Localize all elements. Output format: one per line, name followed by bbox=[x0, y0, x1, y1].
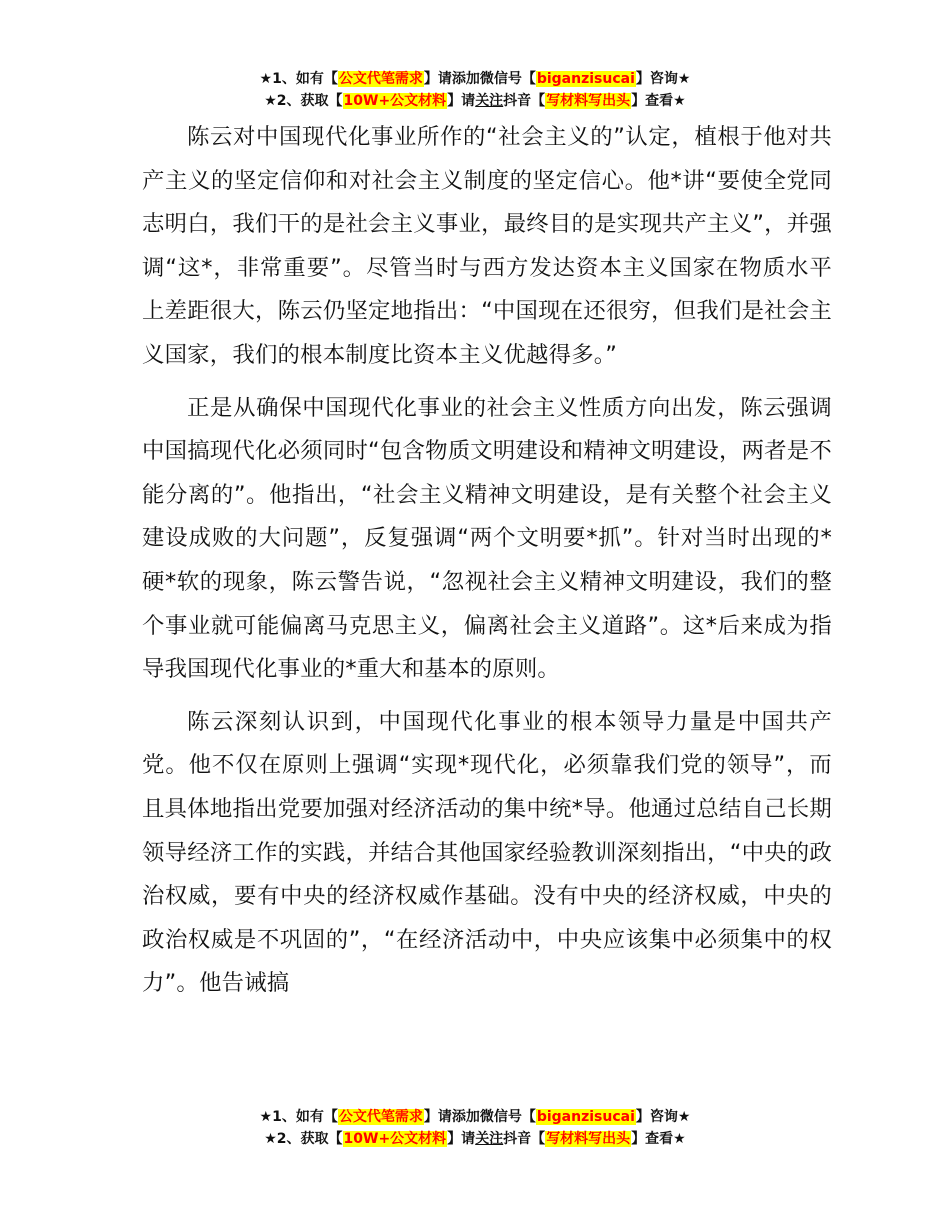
paragraph-1: 陈云对中国现代化事业所作的“社会主义的”认定，植根于他对共产主义的坚定信仰和对社会主义制度的坚定信心。他*讲“要使全党同志明白，我们干的是社会主义事业，最终目的是实现共产主义”，并强调“这*，非常重要”。尽管当时与西方发达资本主义国家在物质水平上差距很大，陈云仍坚定地指出：“中国现在还很穷，但我们是社会主义国家，我们的根本制度比资本主义优越得多。” bbox=[142, 124, 832, 368]
highlight-wechat-id: biganzisucai bbox=[536, 71, 635, 87]
paragraph-2: 正是从确保中国现代化事业的社会主义性质方向出发，陈云强调中国搞现代化必须同时“包含物质文明建设和精神文明建设，两者是不能分离的”。他指出，“社会主义精神文明建设，是有关整个社会主义建设成败的大问题”，反复强调“两个文明要*抓”。针对当时出现的*硬*软的现象，陈云警告说，“忽视社会主义精神文明建设，我们的整个事业就可能偏离马克思主义，偏离社会主义道路”。这*后来成为指导我国现代化事业的*重大和基本的原则。 bbox=[142, 394, 832, 683]
highlight-service: 公文代笔需求 bbox=[338, 1109, 423, 1125]
banner-line-1: ★1、如有【公文代笔需求】请添加微信号【biganzisucai】咨询★ bbox=[259, 71, 691, 87]
highlight-service: 公文代笔需求 bbox=[338, 71, 423, 87]
top-promo-banner bbox=[0, 68, 950, 112]
highlight-materials: 10W+公文材料 bbox=[343, 93, 447, 109]
highlight-wechat-id: biganzisucai bbox=[536, 1109, 635, 1125]
banner-line-2: ★2、获取【10W+公文材料】请关注抖音【写材料写出头】查看★ bbox=[264, 93, 686, 109]
highlight-douyin: 写材料写出头 bbox=[546, 93, 631, 109]
bottom-promo-banner bbox=[0, 1106, 950, 1150]
banner-line-1: ★1、如有【公文代笔需求】请添加微信号【biganzisucai】咨询★ bbox=[259, 1109, 691, 1125]
highlight-materials: 10W+公文材料 bbox=[343, 1131, 447, 1147]
highlight-douyin: 写材料写出头 bbox=[546, 1131, 631, 1147]
banner-line-2: ★2、获取【10W+公文材料】请关注抖音【写材料写出头】查看★ bbox=[264, 1131, 686, 1147]
paragraph-3: 陈云深刻认识到，中国现代化事业的根本领导力量是中国共产党。他不仅在原则上强调“实现*现代化，必须靠我们党的领导”，而且具体地指出党要加强对经济活动的集中统*导。他通过总结自己长期领导经济工作的实践，并结合其他国家经验教训深刻指出，“中央的政治权威，要有中央的经济权威作基础。没有中央的经济权威，中央的政治权威是不巩固的”，“在经济活动中，中央应该集中必须集中的权力”。他告诫搞 bbox=[142, 708, 832, 997]
document-body bbox=[142, 116, 832, 1015]
